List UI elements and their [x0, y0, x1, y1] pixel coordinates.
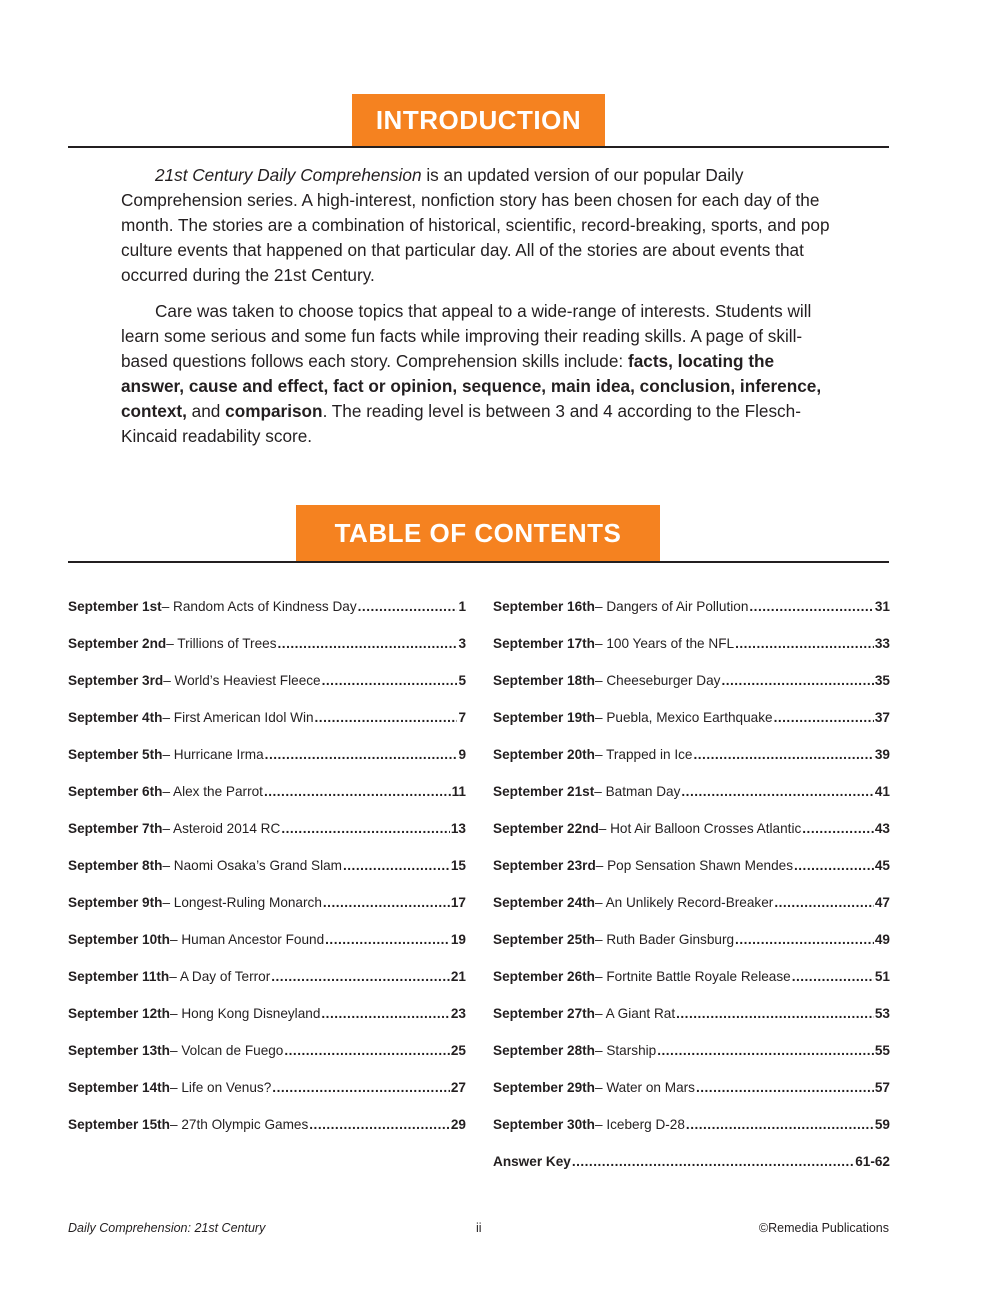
toc-entry-date: September 27th	[493, 1006, 595, 1021]
toc-entry-date: September 15th	[68, 1117, 170, 1132]
toc-entry-title: – Life on Venus?	[170, 1080, 272, 1095]
toc-entry-page: 41	[874, 784, 890, 799]
toc-leader-dots	[358, 599, 458, 614]
footer-book-title: Daily Comprehension: 21st Century	[68, 1221, 266, 1235]
toc-entry	[493, 932, 890, 969]
toc-entry-date: September 8th	[68, 858, 163, 873]
toc-leader-dots	[325, 932, 450, 947]
toc-entry	[493, 858, 890, 895]
toc-entry	[68, 1080, 466, 1117]
toc-entry	[68, 673, 466, 710]
toc-entry-title: – Iceberg D-28	[595, 1117, 685, 1132]
toc-entry	[493, 710, 890, 747]
toc-leader-dots	[322, 673, 458, 688]
introduction-paragraph-2	[121, 299, 841, 449]
toc-entry-date: September 21st	[493, 784, 595, 799]
toc-entry-title: – World’s Heaviest Fleece	[163, 673, 321, 688]
toc-entry-page: 49	[874, 932, 890, 947]
toc-entry	[68, 969, 466, 1006]
toc-entry-page: 27	[450, 1080, 466, 1095]
toc-entry-date: September 11th	[68, 969, 170, 984]
toc-leader-dots	[686, 1117, 874, 1132]
paragraph-2-text-b: and	[186, 401, 226, 421]
paragraph-2-text-a: Care was taken to choose topics that appeal to a wide-range of interests. Students will learn some serious and some fun facts while improving their reading skills. A page of skill-based questions follows each story. Comprehension skills include:	[121, 301, 812, 371]
toc-entry-page: 25	[450, 1043, 466, 1058]
toc-entry	[493, 1154, 890, 1191]
toc-entry-title: – A Day of Terror	[169, 969, 271, 984]
toc-entry-date: September 14th	[68, 1080, 170, 1095]
toc-entry-page: 33	[874, 636, 890, 651]
toc-heading: TABLE OF CONTENTS	[296, 505, 660, 561]
toc-entry-date: September 5th	[68, 747, 163, 762]
toc-entry	[493, 969, 890, 1006]
toc-entry-date: September 2nd	[68, 636, 167, 651]
toc-leader-dots	[694, 747, 874, 762]
toc-entry-page: 51	[874, 969, 890, 984]
toc-leader-dots	[676, 1006, 874, 1021]
toc-entry-title: – Fortnite Battle Royale Release	[595, 969, 791, 984]
introduction-banner	[68, 94, 889, 148]
toc-entry-page: 5	[458, 673, 466, 688]
toc-entry-title: – Alex the Parrot	[162, 784, 263, 799]
toc-entry-date: September 1st	[68, 599, 162, 614]
toc-entry	[493, 747, 890, 784]
toc-entry-page: 35	[874, 673, 890, 688]
toc-entry-page: 57	[874, 1080, 890, 1095]
toc-entry-date: September 10th	[68, 932, 170, 947]
toc-entry	[493, 599, 890, 636]
toc-entry	[493, 784, 890, 821]
toc-entry-page: 3	[458, 636, 466, 651]
toc-entry-date: September 29th	[493, 1080, 595, 1095]
paragraph-1-text: is an updated version of our popular Daily Comprehension series. A high-interest, nonfiction story has been chosen for each day of the month. The stories are a combination of historical, scientific, record-breaking, sports, and pop culture events that happened on that particular day. All of the stories are about events that occurred during the 21st Century.	[121, 165, 830, 285]
toc-entry-date: September 3rd	[68, 673, 164, 688]
toc-entry-page: 31	[874, 599, 890, 614]
toc-entry-title: – Pop Sensation Shawn Mendes	[595, 858, 793, 873]
toc-entry-title: – Hong Kong Disneyland	[170, 1006, 321, 1021]
toc-entry-date: September 4th	[68, 710, 163, 725]
toc-leader-dots	[323, 895, 450, 910]
toc-entry-title: – Batman Day	[594, 784, 681, 799]
toc-entry	[68, 1006, 466, 1043]
toc-entry-title: – Dangers of Air Pollution	[595, 599, 749, 614]
toc-leader-dots	[272, 1080, 450, 1095]
toc-entry	[68, 895, 466, 932]
toc-entry	[68, 710, 466, 747]
toc-entry	[493, 1080, 890, 1117]
toc-leader-dots	[721, 673, 873, 688]
toc-entry-date: September 18th	[493, 673, 595, 688]
toc-leader-dots	[572, 1154, 854, 1169]
toc-entry	[493, 636, 890, 673]
toc-entry-title: – Asteroid 2014 RC	[162, 821, 281, 836]
toc-entry-date: September 16th	[493, 599, 595, 614]
toc-leader-dots	[735, 636, 874, 651]
introduction-paragraph-1	[121, 163, 841, 288]
toc-entry-page: 29	[450, 1117, 466, 1132]
toc-entry-page: 7	[458, 710, 466, 725]
paragraph-2-text-c: . The reading level is between 3 and 4 according to the Flesch-Kincaid readability score.	[121, 401, 801, 446]
toc-entry	[493, 1006, 890, 1043]
toc-entry-title: – Trapped in Ice	[595, 747, 693, 762]
toc-leader-dots	[278, 636, 458, 651]
toc-divider	[68, 561, 889, 563]
toc-entry-title: – Water on Mars	[595, 1080, 695, 1095]
toc-banner	[68, 505, 889, 563]
toc-entry-date: September 30th	[493, 1117, 595, 1132]
toc-entry-title: – Starship	[595, 1043, 657, 1058]
toc-entry	[493, 895, 890, 932]
toc-entry-date: September 6th	[68, 784, 163, 799]
toc-entry-title: – Trillions of Trees	[166, 636, 277, 651]
toc-entry-page: 47	[874, 895, 890, 910]
toc-leader-dots	[657, 1043, 874, 1058]
toc-entry-date: September 26th	[493, 969, 595, 984]
toc-leader-dots	[343, 858, 450, 873]
toc-entry-page: 55	[874, 1043, 890, 1058]
toc-entry	[68, 784, 466, 821]
toc-entry-date: September 23rd	[493, 858, 596, 873]
introduction-heading: INTRODUCTION	[352, 94, 605, 146]
toc-entry-title: – Naomi Osaka’s Grand Slam	[162, 858, 342, 873]
toc-entry-title: – 27th Olympic Games	[170, 1117, 309, 1132]
toc-entry-page: 9	[458, 747, 466, 762]
toc-entry	[68, 747, 466, 784]
toc-entry-date: September 22nd	[493, 821, 599, 836]
toc-entry-date: September 24th	[493, 895, 595, 910]
introduction-divider	[68, 146, 889, 148]
introduction-body	[121, 163, 841, 460]
toc-left-column	[68, 599, 466, 1154]
toc-entry-page: 39	[874, 747, 890, 762]
toc-entry-date: September 20th	[493, 747, 595, 762]
toc-entry	[68, 636, 466, 673]
toc-leader-dots	[284, 1043, 450, 1058]
toc-entry-page: 45	[874, 858, 890, 873]
toc-entry-page: 19	[450, 932, 466, 947]
toc-entry-page: 13	[450, 821, 466, 836]
toc-leader-dots	[774, 710, 874, 725]
footer-publisher: ©Remedia Publications	[758, 1221, 889, 1235]
toc-entry-title: – 100 Years of the NFL	[595, 636, 735, 651]
toc-entry-date: September 12th	[68, 1006, 170, 1021]
toc-entry	[68, 821, 466, 858]
skill-last: comparison	[225, 401, 323, 421]
toc-entry-date: September 17th	[493, 636, 595, 651]
toc-leader-dots	[271, 969, 450, 984]
toc-entry-page: 1	[458, 599, 466, 614]
toc-entry-title: – First American Idol Win	[162, 710, 314, 725]
footer-page-number: ii	[476, 1221, 482, 1235]
toc-entry	[493, 1117, 890, 1154]
toc-entry-page: 15	[450, 858, 466, 873]
toc-entry-title: – Ruth Bader Ginsburg	[595, 932, 735, 947]
toc-leader-dots	[264, 784, 451, 799]
toc-entry-title: – A Giant Rat	[595, 1006, 676, 1021]
series-title: 21st Century Daily Comprehension	[155, 165, 422, 185]
toc-entry-page: 53	[874, 1006, 890, 1021]
toc-entry-title: – An Unlikely Record-Breaker	[595, 895, 774, 910]
toc-leader-dots	[749, 599, 873, 614]
toc-leader-dots	[794, 858, 874, 873]
toc-entry	[68, 1117, 466, 1154]
toc-entry	[68, 1043, 466, 1080]
toc-entry-page: 61-62	[855, 1154, 890, 1169]
toc-leader-dots	[321, 1006, 449, 1021]
toc-entry	[68, 932, 466, 969]
toc-leader-dots	[681, 784, 873, 799]
toc-leader-dots	[281, 821, 450, 836]
toc-entry	[493, 1043, 890, 1080]
toc-entry-date: September 19th	[493, 710, 595, 725]
toc-entry	[493, 821, 890, 858]
toc-entry-title: – Cheeseburger Day	[595, 673, 721, 688]
toc-entry-title: – Random Acts of Kindness Day	[161, 599, 357, 614]
toc-leader-dots	[265, 747, 458, 762]
toc-entry-title: – Volcan de Fuego	[170, 1043, 284, 1058]
toc-entry-page: 17	[450, 895, 466, 910]
toc-entry-title: – Hurricane Irma	[162, 747, 264, 762]
toc-entry-page: 21	[450, 969, 466, 984]
toc-leader-dots	[696, 1080, 874, 1095]
toc-entry-page: 59	[874, 1117, 890, 1132]
toc-entry-date: September 9th	[68, 895, 163, 910]
toc-entry-title: – Hot Air Balloon Crosses Atlantic	[598, 821, 802, 836]
toc-entry-date: September 7th	[68, 821, 163, 836]
toc-right-column	[493, 599, 890, 1191]
toc-leader-dots	[315, 710, 458, 725]
toc-leader-dots	[792, 969, 874, 984]
toc-entry	[68, 599, 466, 636]
toc-entry-page: 43	[874, 821, 890, 836]
toc-entry-date: Answer Key	[493, 1154, 571, 1169]
toc-entry-page: 37	[874, 710, 890, 725]
toc-leader-dots	[802, 821, 874, 836]
toc-entry-date: September 28th	[493, 1043, 595, 1058]
toc-entry	[493, 673, 890, 710]
toc-entry-title: – Puebla, Mexico Earthquake	[595, 710, 773, 725]
toc-entry	[68, 858, 466, 895]
toc-entry-page: 23	[450, 1006, 466, 1021]
toc-entry-title: – Human Ancestor Found	[170, 932, 325, 947]
toc-leader-dots	[774, 895, 874, 910]
toc-leader-dots	[735, 932, 874, 947]
toc-entry-title: – Longest-Ruling Monarch	[162, 895, 322, 910]
toc-entry-date: September 13th	[68, 1043, 170, 1058]
toc-entry-date: September 25th	[493, 932, 595, 947]
toc-leader-dots	[309, 1117, 450, 1132]
toc-entry-page: 11	[451, 784, 466, 799]
skills-list: facts, locating the answer, cause and effect, fact or opinion, sequence, main idea, conclusion, inference, context,	[121, 351, 822, 421]
